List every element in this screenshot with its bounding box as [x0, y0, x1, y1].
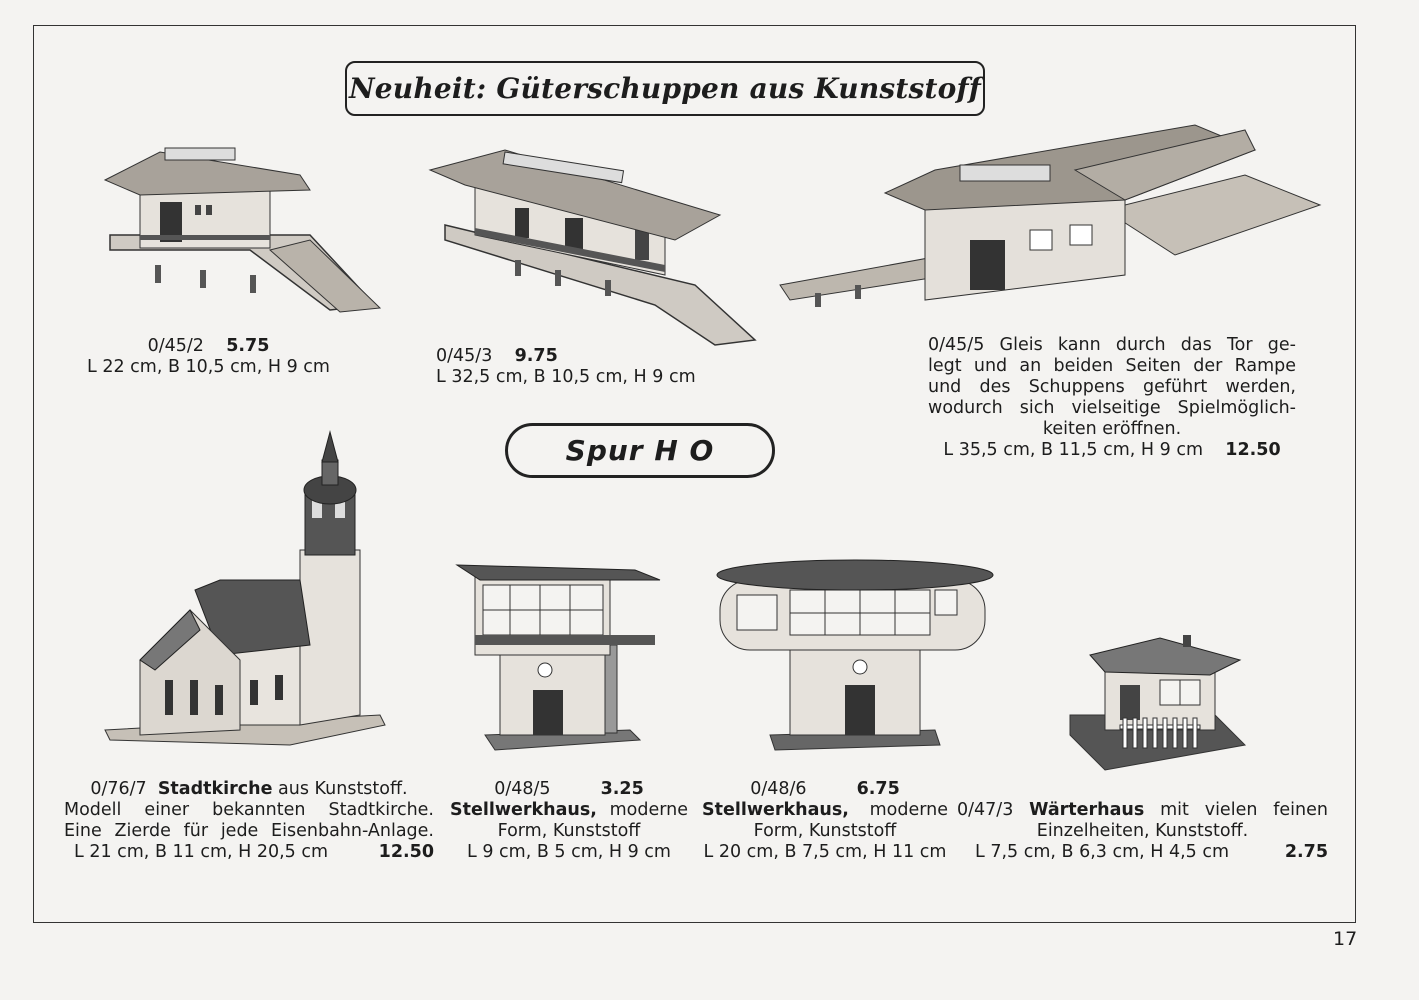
- item-desc-line: wodurch sich vielseitige Spielmöglich-: [928, 398, 1296, 418]
- item-caption-04502: [66, 336, 351, 378]
- item-price: 2.75: [1284, 842, 1328, 862]
- item-dims: L 32,5 cm, B 10,5 cm, H 9 cm: [436, 367, 696, 387]
- item-code: 0/45/2: [147, 336, 204, 356]
- item-dims: L 35,5 cm, B 11,5 cm, H 9 cm: [943, 440, 1203, 460]
- item-dims: L 21 cm, B 11 cm, H 20,5 cm: [74, 842, 329, 862]
- item-price: 12.50: [378, 842, 434, 862]
- section-label: Spur H O: [565, 434, 715, 467]
- page-number: 17: [1333, 928, 1358, 950]
- item-price: 12.50: [1225, 440, 1281, 460]
- item-desc-line: Eine Zierde für jede Eisenbahn-Anlage.: [64, 821, 434, 841]
- item-code: 0/47/3: [957, 800, 1014, 820]
- item-code: 0/45/3: [436, 346, 493, 366]
- item-code: 0/48/6: [750, 779, 807, 799]
- item-name: Wärterhaus: [1029, 800, 1145, 820]
- item-name: Stellwerkhaus,: [450, 800, 597, 820]
- item-caption-04806: [702, 779, 948, 863]
- item-name: Stellwerkhaus,: [702, 800, 849, 820]
- item-name-suffix: aus Kunststoff.: [278, 779, 408, 799]
- guard-house-image: [1065, 630, 1250, 775]
- item-name-suffix: moderne: [869, 800, 948, 820]
- item-dims: L 20 cm, B 7,5 cm, H 11 cm: [703, 842, 947, 862]
- item-price: 3.25: [600, 779, 644, 799]
- item-line: Einzelheiten, Kunststoff.: [1036, 821, 1249, 841]
- item-code: 0/48/5: [494, 779, 551, 799]
- item-desc-line: Gleis kann durch das Tor ge-: [999, 335, 1296, 355]
- item-desc-line: und des Schuppens geführt werden,: [928, 377, 1296, 397]
- item-caption-04703: [957, 800, 1328, 863]
- item-dims: L 22 cm, B 10,5 cm, H 9 cm: [87, 357, 330, 377]
- item-caption-04503: [436, 346, 726, 388]
- item-line: Form, Kunststoff: [497, 821, 641, 841]
- item-dims: L 9 cm, B 5 cm, H 9 cm: [467, 842, 671, 862]
- item-price: 6.75: [856, 779, 900, 799]
- item-desc-line: keiten eröffnen.: [1042, 419, 1182, 439]
- headline-box: [345, 61, 985, 116]
- church-image: [100, 430, 390, 750]
- item-desc-line: legt und an beiden Seiten der Rampe: [928, 356, 1296, 376]
- item-caption-07667: [64, 779, 434, 863]
- item-code: 0/76/7: [90, 779, 147, 799]
- item-name: Stadtkirche: [157, 779, 273, 799]
- item-name-suffix: mit vielen feinen: [1160, 800, 1328, 820]
- item-name-suffix: moderne: [609, 800, 688, 820]
- goods-shed-small-image: [100, 140, 385, 320]
- item-desc-line: Modell einer bekannten Stadtkirche.: [64, 800, 434, 820]
- item-price: 9.75: [514, 346, 558, 366]
- goods-shed-medium-image: [425, 140, 765, 350]
- item-code: 0/45/5: [928, 335, 985, 355]
- item-price: 5.75: [226, 336, 270, 356]
- signal-box-small-image: [455, 545, 665, 755]
- item-caption-04505: [928, 335, 1296, 461]
- item-line: Form, Kunststoff: [753, 821, 897, 841]
- goods-shed-large-image: [775, 115, 1325, 315]
- signal-box-large-image: [715, 555, 995, 755]
- item-dims: L 7,5 cm, B 6,3 cm, H 4,5 cm: [975, 842, 1230, 862]
- item-caption-04805: [450, 779, 688, 863]
- headline: Neuheit: Güterschuppen aus Kunststoff: [349, 72, 981, 105]
- section-label-box: [505, 423, 775, 478]
